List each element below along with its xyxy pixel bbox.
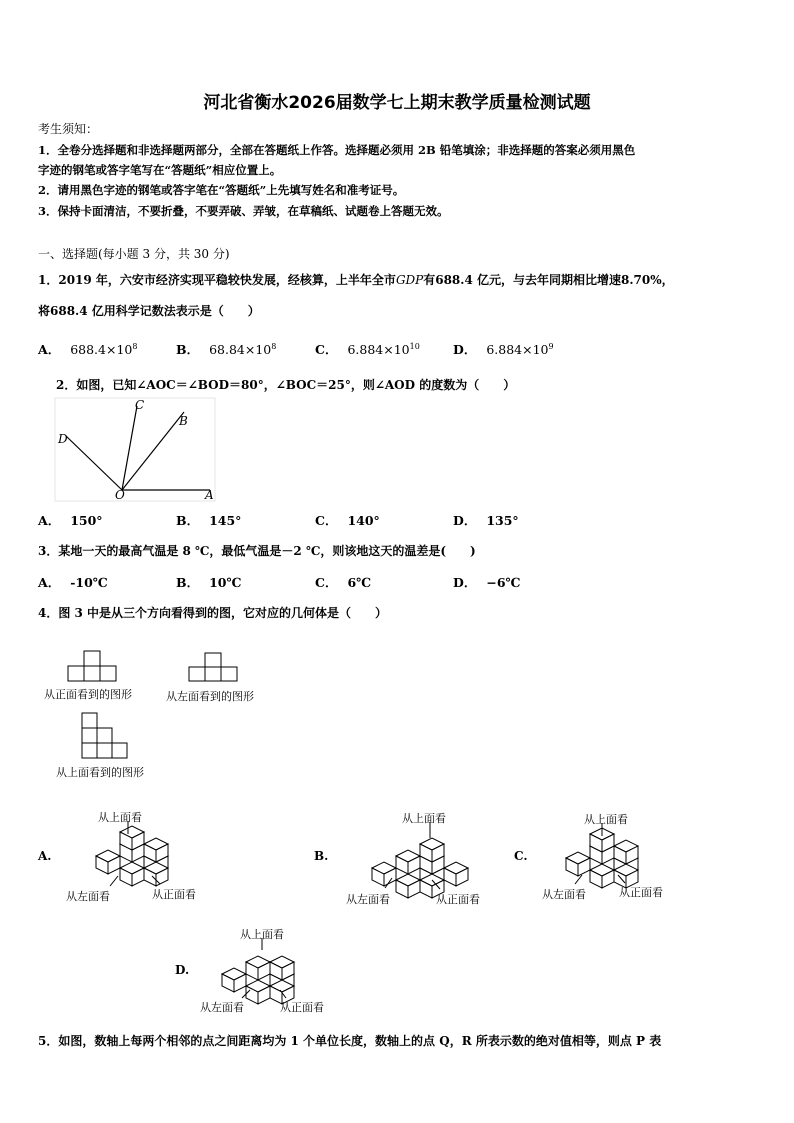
label-d: D [58,432,68,446]
notice-item-1b: 字迹的钢笔或答字笔写在“答题纸”相应位置上。 [38,163,282,177]
q4-option-a-key[interactable]: A. [38,849,52,863]
option-value: 10℃ [209,575,242,590]
notice-item-1: 1．全卷分选择题和非选择题两部分，全部在答题纸上作答。选择题必须用 2B 铅笔填涂；非选择题的答案必须用黑色 [38,143,636,157]
q4-c-top-label: 从上面看 [584,813,628,826]
question-4-text: 4．图 3 中是从三个方向看得到的图，它对应的几何体是（ ） [38,606,388,620]
q4-a-left-label: 从左面看 [66,890,110,903]
front-view-label: 从正面看到的图形 [44,688,132,701]
notice-item-3: 3．保持卡面清洁，不要折叠，不要弄破、弄皱，在草稿纸、试题卷上答题无效。 [38,204,449,218]
option-exp: 9 [548,341,554,351]
option-key: C． [315,513,338,528]
option-value: −6℃ [486,575,521,590]
option-value: 145° [209,513,242,528]
label-b: B [179,414,188,428]
option-key: D． [453,575,477,590]
option-value: 135° [486,513,519,528]
option-value: 150° [70,513,103,528]
q4-option-d-key[interactable]: D. [175,963,190,977]
page-title: 河北省衡水2026届数学七上期末教学质量检测试题 [203,93,591,113]
q1-text-b: 有688.4 亿元，与去年同期相比增速8.70%， [423,273,674,287]
q4-option-c-key[interactable]: C. [514,849,528,863]
option-base: 68.84×10 [209,342,272,357]
question-2-text: 2．如图，已知∠AOC＝∠BOD＝80°，∠BOC＝25°，则∠AOD 的度数为（ ） [56,378,516,392]
option-key: B． [176,575,200,590]
option-key: D． [453,513,477,528]
option-key: C． [315,342,338,357]
option-base: 6.884×10 [347,342,410,357]
question-3-text: 3．某地一天的最高气温是 8 ℃，最低气温是－2 ℃，则该地这天的温差是( ) [38,544,476,558]
option-key: D． [453,342,477,357]
left-view-label: 从左面看到的图形 [166,690,254,703]
option-key: B． [176,342,200,357]
option-value: 140° [347,513,380,528]
q4-b-top-label: 从上面看 [402,812,446,825]
label-c: C [135,398,145,412]
label-o: O [115,488,125,502]
option-exp: 10 [409,341,420,351]
section-heading: 一、选择题(每小题 3 分，共 30 分) [38,247,230,261]
q4-c-left-label: 从左面看 [542,888,586,901]
q4-c-front-label: 从正面看 [619,886,663,899]
q4-a-front-label: 从正面看 [152,888,196,901]
label-a: A [205,488,214,502]
option-key: B． [176,513,200,528]
q4-d-left-label: 从左面看 [200,1001,244,1014]
q1-gdp: GDP [395,273,424,287]
option-value: -10℃ [70,575,108,590]
question-5-text: 5．如图，数轴上每两个相邻的点之间距离均为 1 个单位长度，数轴上的点 Q，R 所表示数的绝对值相等，则点 P 表 [38,1034,662,1048]
option-base: 688.4×10 [70,342,133,357]
q1-text-a: 1．2019 年，六安市经济实现平稳较快发展，经核算，上半年全市 [38,273,396,287]
q4-d-top-label: 从上面看 [240,928,284,941]
option-value: 6℃ [347,575,372,590]
top-view-label: 从上面看到的图形 [56,766,144,779]
q4-b-left-label: 从左面看 [346,893,390,906]
option-base: 6.884×10 [486,342,549,357]
notice-item-2: 2．请用黑色字迹的钢笔或答字笔在“答题纸”上先填写姓名和准考证号。 [38,183,405,197]
q4-b-front-label: 从正面看 [436,893,480,906]
notice-heading: 考生须知： [38,122,99,136]
q4-option-b-key[interactable]: B. [314,849,329,863]
question-1-line-2: 将688.4 亿用科学记数法表示是（ ） [38,304,260,318]
option-exp: 8 [271,341,277,351]
option-key: A． [38,575,61,590]
q4-a-top-label: 从上面看 [98,811,142,824]
option-key: A． [38,342,61,357]
option-key: C． [315,575,338,590]
option-key: A． [38,513,61,528]
q4-d-front-label: 从正面看 [280,1001,324,1014]
option-exp: 8 [132,341,138,351]
